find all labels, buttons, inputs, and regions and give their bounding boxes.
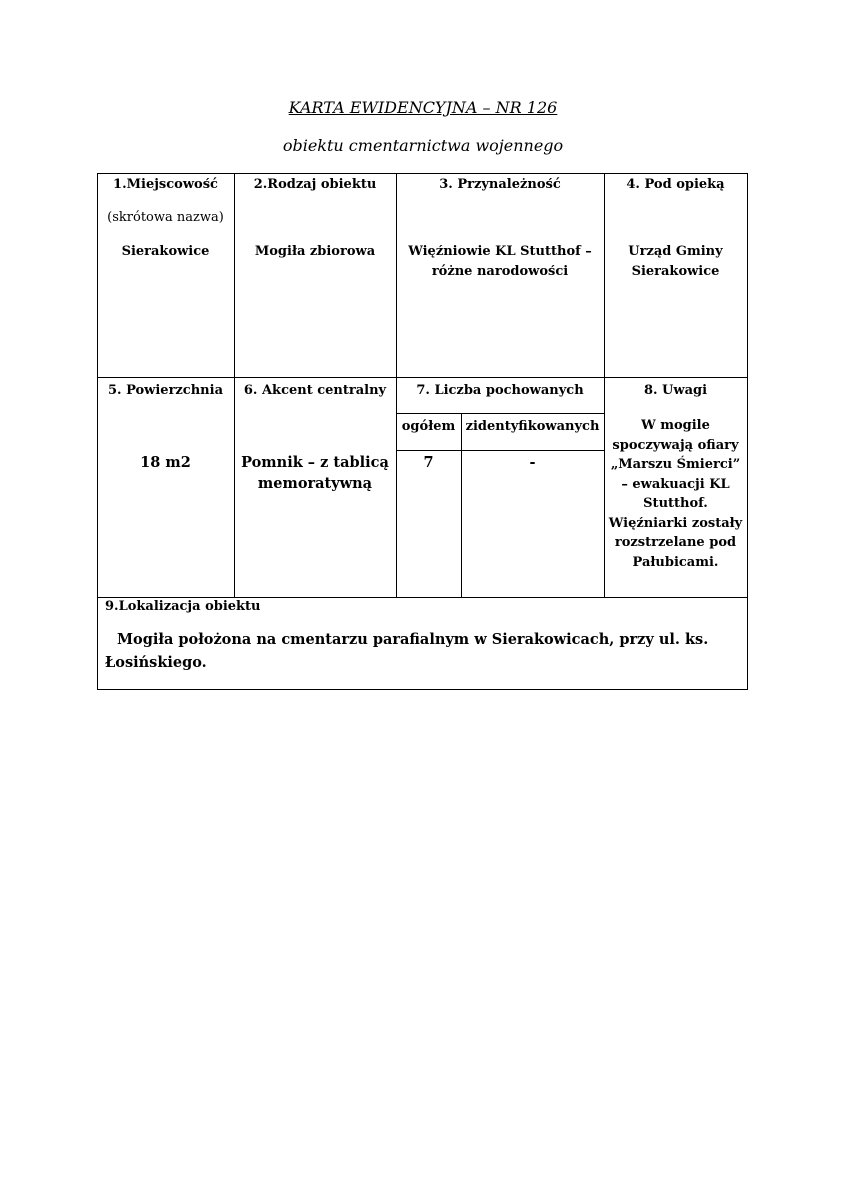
przynaleznosc-value-line2: różne narodowości	[431, 264, 569, 279]
akcent-centralny-value-line1: Pomnik – z tablicą	[241, 454, 389, 471]
table-border-right	[747, 173, 748, 690]
zidentyfikowanych-value: -	[529, 454, 536, 471]
uwagi-line-4: – ewakuacji KL	[621, 477, 730, 492]
table-border-bottom	[97, 689, 748, 690]
row-divider-1	[97, 377, 748, 378]
lokalizacja-value-line1: Mogiła położona na cmentarzu parafialnym w Sierakowicach, przy ul. ks.	[117, 631, 709, 648]
lokalizacja-value-line2: Łosińskiego.	[105, 654, 207, 671]
lokalizacja-label: 9.Lokalizacja obiektu	[105, 599, 261, 614]
record-table	[97, 173, 748, 690]
subheader-divider-bottom	[396, 450, 604, 451]
rodzaj-obiektu-label: 2.Rodzaj obiektu	[253, 177, 377, 192]
uwagi-line-8: Pałubicami.	[632, 555, 719, 570]
uwagi-label: 8. Uwagi	[643, 383, 708, 398]
uwagi-line-7: rozstrzelane pod	[614, 535, 737, 550]
subheader-divider-top	[396, 413, 604, 414]
powierzchnia-label: 5. Powierzchnia	[107, 383, 223, 398]
rodzaj-obiektu-value: Mogiła zbiorowa	[254, 244, 376, 259]
przynaleznosc-label: 3. Przynależność	[439, 177, 561, 192]
uwagi-line-2: spoczywają ofiary	[612, 438, 739, 453]
document-title: KARTA EWIDENCYJNA – NR 126	[288, 98, 558, 117]
table-border-top	[97, 173, 748, 174]
ogolem-header: ogółem	[401, 419, 456, 434]
miejscowosc-label: 1.Miejscowość	[113, 177, 218, 192]
uwagi-line-6: Więźniarki zostały	[608, 516, 743, 531]
akcent-centralny-label: 6. Akcent centralny	[243, 383, 387, 398]
uwagi-line-3: „Marszu Śmierci”	[610, 457, 741, 472]
miejscowosc-value: Sierakowice	[121, 244, 210, 259]
powierzchnia-value: 18 m2	[140, 454, 191, 471]
liczba-pochowanych-label: 7. Liczba pochowanych	[416, 383, 584, 398]
akcent-centralny-value-line2: memoratywną	[257, 475, 373, 492]
ogolem-value: 7	[423, 454, 434, 471]
pod-opieka-value-line2: Sierakowice	[631, 264, 720, 279]
uwagi-line-1: W mogile	[641, 418, 710, 433]
pod-opieka-label: 4. Pod opieką	[626, 177, 725, 192]
przynaleznosc-value-line1: Więźniowie KL Stutthof –	[408, 244, 592, 259]
miejscowosc-sublabel: (skrótowa nazwa)	[107, 210, 224, 225]
uwagi-line-5: Stutthof.	[643, 496, 708, 511]
pod-opieka-value-line1: Urząd Gminy	[628, 244, 723, 259]
document-subtitle: obiektu cmentarnictwa wojennego	[282, 136, 564, 155]
column-divider-sub	[461, 413, 462, 597]
zidentyfikowanych-header: zidentyfikowanych	[465, 419, 600, 434]
